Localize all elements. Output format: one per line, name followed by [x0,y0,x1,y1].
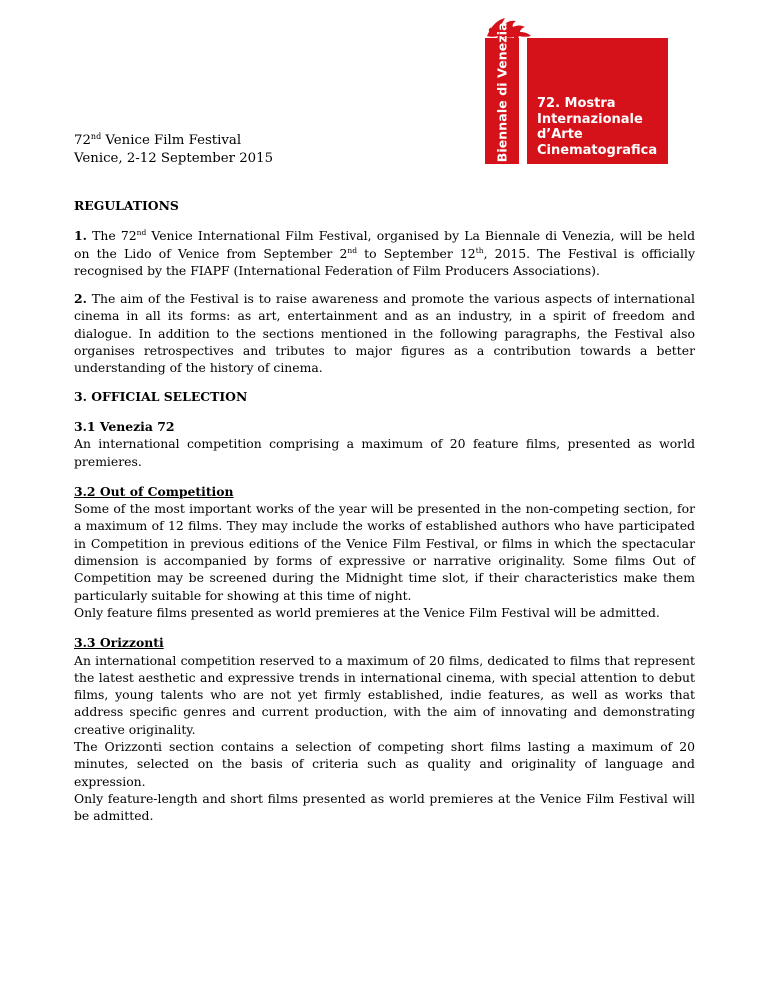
logo-line: Internazionale [537,111,643,127]
festival-dates: Venice, 2-12 September 2015 [74,151,274,166]
section-3-3-text: An international competition reserved to a maximum of 20 films, dedicated to films that represent the latest aesthetic and expressive trends in international cinema, with special attention to debut films, young talents who are not yet firmly established, indie features, as well as works that address specific genres and current production, with the aim of innovating and demonstrating creative originality. [74,652,695,737]
logo-title [537,96,664,158]
edition-line: 72nd Venice Film Festival [74,132,242,148]
festival-logo-box [527,38,668,164]
paragraph-2: 2. The aim of the Festival is to raise awareness and promote the various aspects of international cinema in all its forms: as art, entertainment and as an industry, in a spirit of freedom and dialogue. In addition to the sections mentioned in the following paragraphs, the Festival also organises retrospectives and tributes to major figures as a contribution towards a better understanding of the history of cinema. [74,291,695,376]
section-3-3-text-3: Only feature-length and short films presented as world premieres at the Venice Film Festival will be admitted. [74,790,695,824]
section-3-heading: 3. OFFICIAL SELECTION [74,388,248,404]
logo-vertical-text: la Biennale di Venezia [494,22,510,180]
section-3-1-text: An international competition comprising a maximum of 20 feature films, presented as world premieres. [74,436,695,469]
section-3-1-heading: 3.1 Venezia 72 [74,418,175,434]
section-3-3-heading: 3.3 Orizzonti [74,635,164,651]
logo-vertical-strip [485,22,519,180]
section-3-2-text-2: Only feature films presented as world premieres at the Venice Film Festival will be admitted. [74,604,660,620]
logo-line: Cinematografica [537,142,658,158]
logo-line: d’Arte [537,127,583,142]
regulations-heading: REGULATIONS [74,198,179,213]
paragraph-1: 1. The 72nd Venice International Film Festival, organised by La Biennale di Venezia, will be held on the Lido of Venice from September 2nd to September 12th, 2015. The Festival is officially recognised by the FIAPF (International Federation of Film Producers Associations). [74,228,695,278]
section-3-3-text-2: The Orizzonti section contains a selection of competing short films lasting a maximum of 20 minutes, selected on the basis of criteria such as quality and originality of language and expression. [74,739,695,789]
section-3-2-text: Some of the most important works of the year will be presented in the non-competing section, for a maximum of 12 films. They may include the works of established authors who have participated in Competition in previous editions of the Venice Film Festival, or films in which the spectacular dimension is accompanied by forms of expressive or narrative originality. Some films Out of Competition may be screened during the Midnight time slot, if their characteristics make them particularly suitable for showing at this time of night. [74,501,695,603]
logo-line: 72. Mostra [537,96,616,111]
regulations-content [74,197,695,825]
section-3-2-heading: 3.2 Out of Competition [74,483,234,499]
